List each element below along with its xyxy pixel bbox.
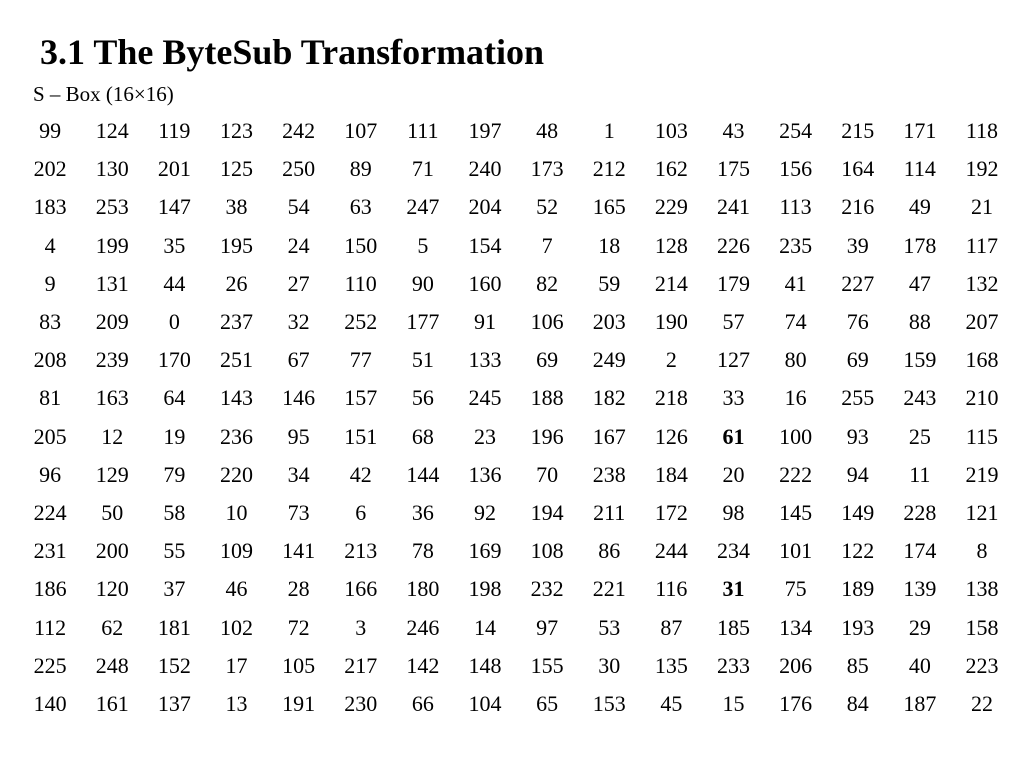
table-cell: 117 — [965, 232, 999, 258]
table-cell: 49 — [908, 194, 931, 220]
table-cell: 164 — [841, 156, 875, 182]
table-cell: 23 — [473, 423, 496, 449]
table-cell: 209 — [95, 309, 129, 335]
table-cell: 132 — [965, 270, 999, 296]
table-cell: 59 — [598, 270, 621, 296]
table-cell: 141 — [282, 538, 316, 564]
table-cell: 56 — [411, 385, 434, 411]
table-cell: 18 — [598, 232, 621, 258]
table-cell: 151 — [344, 423, 378, 449]
table-cell: 24 — [287, 232, 310, 258]
table-cell: 252 — [344, 309, 378, 335]
table-cell: 192 — [965, 156, 999, 182]
table-row — [19, 112, 1013, 150]
table-cell: 231 — [33, 538, 67, 564]
table-cell: 5 — [417, 232, 429, 258]
table-cell: 148 — [468, 652, 502, 678]
table-cell: 27 — [287, 270, 310, 296]
table-cell: 139 — [903, 576, 937, 602]
table-cell: 243 — [903, 385, 937, 411]
table-row — [19, 188, 1013, 226]
table-row — [19, 608, 1013, 646]
table-cell: 87 — [660, 614, 683, 640]
table-cell: 100 — [779, 423, 813, 449]
table-cell: 198 — [468, 576, 502, 602]
table-cell: 201 — [157, 156, 191, 182]
table-cell: 193 — [841, 614, 875, 640]
table-cell: 238 — [592, 461, 626, 487]
table-cell: 21 — [970, 194, 993, 220]
table-cell: 145 — [779, 499, 813, 525]
table-cell: 138 — [965, 576, 999, 602]
table-cell: 144 — [406, 461, 440, 487]
table-cell: 213 — [344, 538, 378, 564]
table-cell: 244 — [654, 538, 688, 564]
table-cell: 105 — [282, 652, 316, 678]
table-cell: 255 — [841, 385, 875, 411]
table-cell: 171 — [903, 118, 937, 144]
table-cell: 129 — [95, 461, 129, 487]
table-cell: 146 — [282, 385, 316, 411]
table-cell: 246 — [406, 614, 440, 640]
table-cell: 152 — [157, 652, 191, 678]
table-cell: 52 — [536, 194, 559, 220]
table-cell: 26 — [225, 270, 248, 296]
table-cell: 1 — [603, 118, 615, 144]
table-cell: 195 — [219, 232, 253, 258]
table-cell: 254 — [779, 118, 813, 144]
table-cell: 111 — [407, 118, 439, 144]
table-cell: 135 — [654, 652, 688, 678]
table-cell: 188 — [530, 385, 564, 411]
table-cell: 223 — [965, 652, 999, 678]
table-cell: 125 — [219, 156, 253, 182]
table-cell: 207 — [965, 309, 999, 335]
table-cell: 167 — [592, 423, 626, 449]
table-cell: 3 — [355, 614, 367, 640]
table-cell: 101 — [779, 538, 813, 564]
table-cell: 46 — [225, 576, 248, 602]
sbox-table — [19, 112, 1013, 723]
table-cell: 179 — [716, 270, 750, 296]
table-cell: 28 — [287, 576, 310, 602]
table-cell: 20 — [722, 461, 745, 487]
table-cell: 150 — [344, 232, 378, 258]
table-cell: 210 — [965, 385, 999, 411]
sbox-body — [19, 112, 1013, 723]
table-cell: 53 — [598, 614, 621, 640]
table-cell: 226 — [716, 232, 750, 258]
table-cell: 94 — [846, 461, 869, 487]
table-cell: 154 — [468, 232, 502, 258]
table-cell: 65 — [536, 690, 559, 716]
table-cell: 137 — [157, 690, 191, 716]
table-cell: 95 — [287, 423, 310, 449]
table-row — [19, 685, 1013, 723]
table-cell: 235 — [779, 232, 813, 258]
table-cell: 84 — [846, 690, 869, 716]
table-cell: 183 — [33, 194, 67, 220]
table-cell: 165 — [592, 194, 626, 220]
table-cell: 98 — [722, 499, 745, 525]
table-cell: 216 — [841, 194, 875, 220]
table-cell: 30 — [598, 652, 621, 678]
table-cell: 99 — [39, 118, 62, 144]
table-cell: 202 — [33, 156, 67, 182]
table-cell: 217 — [344, 652, 378, 678]
table-cell: 241 — [716, 194, 750, 220]
table-cell: 58 — [163, 499, 186, 525]
table-cell: 120 — [95, 576, 129, 602]
table-cell: 191 — [282, 690, 316, 716]
table-cell: 157 — [344, 385, 378, 411]
table-cell: 33 — [722, 385, 745, 411]
table-cell: 199 — [95, 232, 129, 258]
table-cell: 147 — [157, 194, 191, 220]
table-row — [19, 532, 1013, 570]
table-row — [19, 647, 1013, 685]
table-cell: 54 — [287, 194, 310, 220]
table-cell: 66 — [411, 690, 434, 716]
table-cell: 109 — [219, 538, 253, 564]
table-cell: 68 — [411, 423, 434, 449]
table-cell: 189 — [841, 576, 875, 602]
table-cell: 77 — [349, 347, 372, 373]
table-cell: 133 — [468, 347, 502, 373]
table-cell: 113 — [779, 194, 812, 220]
table-cell: 211 — [593, 499, 626, 525]
table-cell: 194 — [530, 499, 564, 525]
table-cell: 118 — [965, 118, 999, 144]
table-cell: 175 — [716, 156, 750, 182]
table-cell: 239 — [95, 347, 129, 373]
table-cell: 88 — [908, 309, 931, 335]
table-cell: 205 — [33, 423, 67, 449]
table-cell: 97 — [536, 614, 559, 640]
table-cell: 142 — [406, 652, 440, 678]
table-cell: 38 — [225, 194, 248, 220]
table-cell: 31 — [722, 576, 745, 602]
table-row — [19, 150, 1013, 188]
table-cell: 136 — [468, 461, 502, 487]
table-cell: 15 — [722, 690, 745, 716]
table-cell: 122 — [841, 538, 875, 564]
table-cell: 34 — [287, 461, 310, 487]
table-cell: 89 — [349, 156, 372, 182]
table-cell: 102 — [219, 614, 253, 640]
table-cell: 42 — [349, 461, 372, 487]
table-cell: 107 — [344, 118, 378, 144]
table-cell: 69 — [846, 347, 869, 373]
table-cell: 39 — [846, 232, 869, 258]
table-cell: 230 — [344, 690, 378, 716]
table-cell: 124 — [95, 118, 129, 144]
table-cell: 162 — [654, 156, 688, 182]
table-cell: 61 — [722, 423, 745, 449]
table-cell: 7 — [541, 232, 553, 258]
table-cell: 221 — [592, 576, 626, 602]
table-row — [19, 379, 1013, 417]
table-cell: 81 — [39, 385, 62, 411]
table-cell: 92 — [473, 499, 496, 525]
table-cell: 80 — [784, 347, 807, 373]
table-cell: 158 — [965, 614, 999, 640]
table-cell: 172 — [654, 499, 688, 525]
table-cell: 131 — [95, 270, 129, 296]
table-cell: 170 — [157, 347, 191, 373]
table-cell: 236 — [219, 423, 253, 449]
table-cell: 82 — [536, 270, 559, 296]
table-cell: 186 — [33, 576, 67, 602]
table-cell: 245 — [468, 385, 502, 411]
table-cell: 219 — [965, 461, 999, 487]
table-cell: 2 — [665, 347, 677, 373]
table-cell: 70 — [536, 461, 559, 487]
table-cell: 115 — [965, 423, 999, 449]
table-cell: 108 — [530, 538, 564, 564]
table-cell: 40 — [908, 652, 931, 678]
table-cell: 71 — [411, 156, 434, 182]
slide-subtitle: S – Box (16×16) — [33, 82, 174, 106]
table-cell: 196 — [530, 423, 564, 449]
table-cell: 250 — [282, 156, 316, 182]
table-cell: 119 — [158, 118, 191, 144]
table-cell: 134 — [779, 614, 813, 640]
table-cell: 43 — [722, 118, 745, 144]
table-cell: 215 — [841, 118, 875, 144]
table-cell: 29 — [908, 614, 931, 640]
table-cell: 57 — [722, 309, 745, 335]
table-cell: 91 — [473, 309, 496, 335]
slide-title: 3.1 The ByteSub Transformation — [40, 32, 545, 72]
table-cell: 176 — [779, 690, 813, 716]
table-cell: 128 — [654, 232, 688, 258]
table-row — [19, 570, 1013, 608]
table-row — [19, 418, 1013, 456]
table-cell: 229 — [654, 194, 688, 220]
table-cell: 16 — [784, 385, 807, 411]
table-cell: 4 — [44, 232, 56, 258]
table-cell: 14 — [473, 614, 496, 640]
table-cell: 6 — [355, 499, 367, 525]
table-cell: 173 — [530, 156, 564, 182]
table-cell: 13 — [225, 690, 248, 716]
table-cell: 187 — [903, 690, 937, 716]
table-cell: 197 — [468, 118, 502, 144]
table-cell: 69 — [536, 347, 559, 373]
table-cell: 41 — [784, 270, 807, 296]
table-cell: 90 — [411, 270, 434, 296]
table-cell: 248 — [95, 652, 129, 678]
table-cell: 190 — [654, 309, 688, 335]
table-cell: 12 — [101, 423, 124, 449]
table-cell: 10 — [225, 499, 248, 525]
table-cell: 76 — [846, 309, 869, 335]
table-cell: 48 — [536, 118, 559, 144]
table-cell: 218 — [654, 385, 688, 411]
table-cell: 50 — [101, 499, 124, 525]
table-cell: 25 — [908, 423, 931, 449]
table-cell: 114 — [903, 156, 936, 182]
table-cell: 156 — [779, 156, 813, 182]
table-cell: 169 — [468, 538, 502, 564]
table-cell: 185 — [716, 614, 750, 640]
table-cell: 208 — [33, 347, 67, 373]
table-cell: 159 — [903, 347, 937, 373]
table-cell: 9 — [44, 270, 56, 296]
table-cell: 78 — [411, 538, 434, 564]
table-cell: 83 — [39, 309, 62, 335]
table-cell: 178 — [903, 232, 937, 258]
table-cell: 75 — [784, 576, 807, 602]
table-row — [19, 341, 1013, 379]
table-cell: 143 — [219, 385, 253, 411]
table-cell: 47 — [908, 270, 931, 296]
table-cell: 174 — [903, 538, 937, 564]
table-cell: 240 — [468, 156, 502, 182]
table-cell: 214 — [654, 270, 688, 296]
table-cell: 44 — [163, 270, 186, 296]
table-cell: 233 — [716, 652, 750, 678]
table-cell: 96 — [39, 461, 62, 487]
table-cell: 140 — [33, 690, 67, 716]
table-cell: 19 — [163, 423, 186, 449]
table-cell: 225 — [33, 652, 67, 678]
table-row — [19, 227, 1013, 265]
table-cell: 93 — [846, 423, 869, 449]
table-cell: 73 — [287, 499, 310, 525]
table-cell: 79 — [163, 461, 186, 487]
table-cell: 212 — [592, 156, 626, 182]
table-cell: 0 — [168, 309, 180, 335]
table-cell: 222 — [779, 461, 813, 487]
table-cell: 168 — [965, 347, 999, 373]
table-cell: 224 — [33, 499, 67, 525]
table-cell: 253 — [95, 194, 129, 220]
table-row — [19, 303, 1013, 341]
table-cell: 242 — [282, 118, 316, 144]
table-cell: 163 — [95, 385, 129, 411]
table-cell: 86 — [598, 538, 621, 564]
table-cell: 62 — [101, 614, 124, 640]
table-cell: 104 — [468, 690, 502, 716]
table-row — [19, 265, 1013, 303]
table-cell: 184 — [654, 461, 688, 487]
table-cell: 247 — [406, 194, 440, 220]
table-cell: 204 — [468, 194, 502, 220]
table-cell: 45 — [660, 690, 683, 716]
table-cell: 123 — [219, 118, 253, 144]
table-cell: 121 — [965, 499, 999, 525]
table-cell: 228 — [903, 499, 937, 525]
table-cell: 181 — [157, 614, 191, 640]
table-cell: 51 — [411, 347, 434, 373]
table-cell: 103 — [654, 118, 688, 144]
table-cell: 203 — [592, 309, 626, 335]
table-cell: 85 — [846, 652, 869, 678]
table-cell: 166 — [344, 576, 378, 602]
table-cell: 63 — [349, 194, 372, 220]
table-cell: 17 — [225, 652, 248, 678]
table-cell: 72 — [287, 614, 310, 640]
table-cell: 200 — [95, 538, 129, 564]
table-cell: 36 — [411, 499, 434, 525]
table-cell: 153 — [592, 690, 626, 716]
table-row — [19, 456, 1013, 494]
table-cell: 55 — [163, 538, 186, 564]
table-cell: 22 — [970, 690, 993, 716]
table-cell: 32 — [287, 309, 310, 335]
table-cell: 206 — [779, 652, 813, 678]
table-cell: 149 — [841, 499, 875, 525]
table-cell: 67 — [287, 347, 310, 373]
table-cell: 177 — [406, 309, 440, 335]
table-cell: 160 — [468, 270, 502, 296]
table-cell: 116 — [655, 576, 688, 602]
table-cell: 155 — [530, 652, 564, 678]
table-cell: 237 — [219, 309, 253, 335]
table-cell: 251 — [219, 347, 253, 373]
table-cell: 64 — [163, 385, 186, 411]
table-cell: 74 — [784, 309, 807, 335]
table-cell: 126 — [654, 423, 688, 449]
table-row — [19, 494, 1013, 532]
table-cell: 37 — [163, 576, 186, 602]
table-cell: 106 — [530, 309, 564, 335]
table-cell: 110 — [344, 270, 377, 296]
table-cell: 35 — [163, 232, 186, 258]
table-cell: 182 — [592, 385, 626, 411]
table-cell: 234 — [716, 538, 750, 564]
table-cell: 11 — [909, 461, 931, 487]
table-cell: 127 — [716, 347, 750, 373]
table-cell: 220 — [219, 461, 253, 487]
table-cell: 112 — [33, 614, 67, 640]
table-cell: 180 — [406, 576, 440, 602]
table-cell: 227 — [841, 270, 875, 296]
table-cell: 8 — [976, 538, 988, 564]
table-cell: 249 — [592, 347, 626, 373]
table-cell: 232 — [530, 576, 564, 602]
table-cell: 130 — [95, 156, 129, 182]
table-cell: 161 — [95, 690, 129, 716]
